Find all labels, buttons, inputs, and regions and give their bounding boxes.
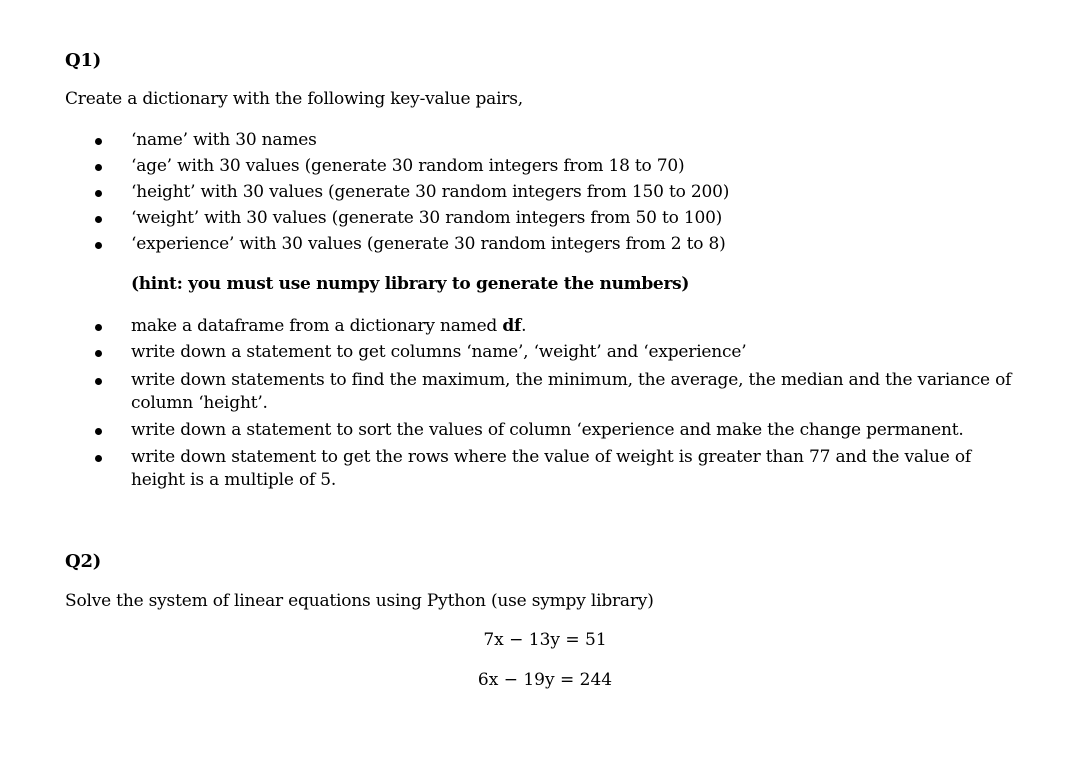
bullet-icon (95, 455, 102, 462)
equation-1-text: 7x − 13y = 51 (483, 630, 607, 650)
bullet-icon (95, 428, 102, 435)
df-name: df (502, 316, 522, 336)
pair-height: ‘height’ with 30 values (generate 30 random integers from 150 to 200) (131, 182, 730, 202)
task-filter: write down statement to get the rows where the value of weight is greater than 77 and the value of height is a multiple of 5. (131, 447, 971, 490)
equation-1 (0, 630, 1080, 650)
task-sort: write down a statement to sort the values of column ‘experience and make the change permanent. (131, 420, 964, 440)
pair-name: ‘name’ with 30 names (131, 130, 317, 150)
pair-weight: ‘weight’ with 30 values (generate 30 random integers from 50 to 100) (131, 208, 723, 228)
task-dataframe-text: make a dataframe from a dictionary named (131, 316, 503, 336)
task-columns: write down a statement to get columns ‘name’, ‘weight’ and ‘experience’ (131, 342, 747, 362)
equation-2-text: 6x − 19y = 244 (477, 670, 613, 690)
q2-heading: Q2) (65, 551, 102, 572)
pair-experience: ‘experience’ with 30 values (generate 30 random integers from 2 to 8) (131, 234, 726, 254)
task-dataframe-end: . (521, 316, 527, 336)
hint-note: (hint: you must use numpy library to generate the numbers) (131, 274, 690, 294)
task-dataframe (131, 315, 1023, 338)
q2-intro: Solve the system of linear equations using Python (use sympy library) (65, 591, 654, 611)
bullet-icon (95, 138, 102, 145)
task-stats: write down statements to find the maximum, the minimum, the average, the median and the variance of column ‘height’. (131, 370, 1012, 413)
equation-2 (0, 670, 1080, 690)
bullet-icon (95, 190, 102, 197)
q1-heading: Q1) (65, 50, 102, 71)
bullet-icon (95, 324, 102, 331)
q1-intro: Create a dictionary with the following key-value pairs, (65, 89, 524, 109)
bullet-icon (95, 164, 102, 171)
bullet-icon (95, 378, 102, 385)
bullet-icon (95, 350, 102, 357)
bullet-icon (95, 242, 102, 249)
bullet-icon (95, 216, 102, 223)
pair-age: ‘age’ with 30 values (generate 30 random integers from 18 to 70) (131, 156, 685, 176)
